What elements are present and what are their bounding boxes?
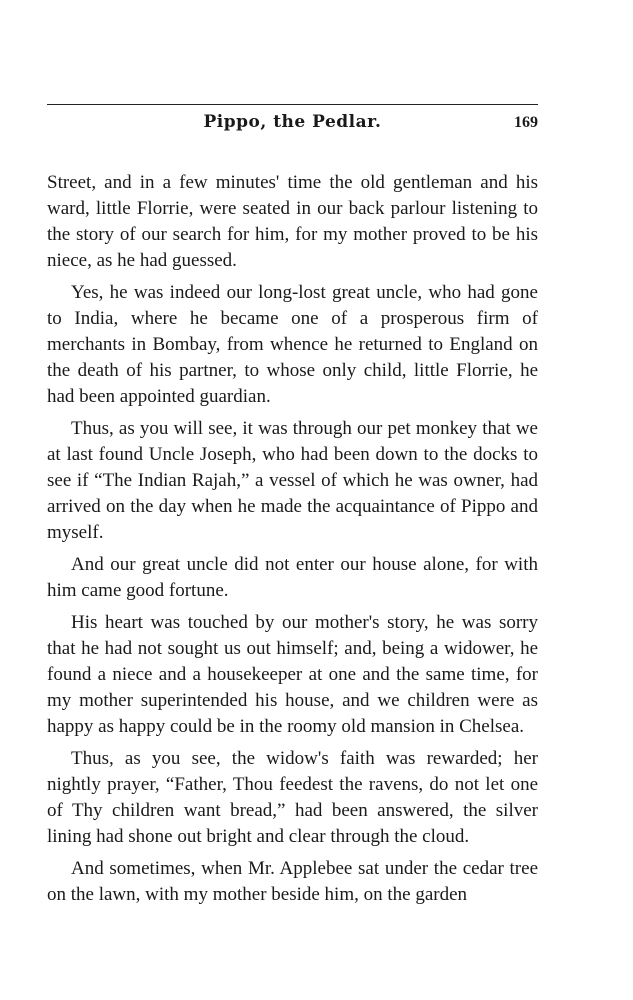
page-number: 169	[514, 114, 538, 131]
paragraph-7: And sometimes, when Mr. Applebee sat under the cedar tree on the lawn, with my mother beside him, on the garden	[47, 858, 538, 905]
running-title: Pippo, the Pedlar.	[203, 112, 382, 132]
page-header	[47, 112, 538, 142]
paragraph-4: And our great uncle did not enter our house alone, for with him came good fortune.	[47, 554, 538, 601]
paragraph-3: Thus, as you will see, it was through our pet monkey that we at last found Uncle Joseph, who had been down to the docks to see if “The Indian Rajah,” a vessel of which he was owner, had arrived on the day when he made the acquaintance of Pippo and myself.	[47, 418, 538, 543]
body-text	[47, 170, 538, 914]
paragraph-2: Yes, he was indeed our long-lost great uncle, who had gone to India, where he became one of a prosperous firm of merchants in Bombay, from whence he returned to England on the death of his partner, to whose only child, little Florrie, he had been appointed guardian.	[47, 282, 538, 407]
paragraph-6: Thus, as you see, the widow's faith was rewarded; her nightly prayer, “Father, Thou feedest the ravens, do not let one of Thy children want bread,” had been answered, the silver lining had shone out bright and clear through the cloud.	[47, 748, 538, 847]
paragraph-1: Street, and in a few minutes' time the old gentleman and his ward, little Florrie, were seated in our back parlour listening to the story of our search for him, for my mother proved to be his niece, as he had guessed.	[47, 172, 538, 271]
paragraph-5: His heart was touched by our mother's story, he was sorry that he had not sought us out himself; and, being a widower, he found a niece and a housekeeper at one and the same time, for my mother superintended his house, and we children were as happy as happy could be in the roomy old mansion in Chelsea.	[47, 612, 538, 737]
header-rule	[47, 104, 538, 105]
